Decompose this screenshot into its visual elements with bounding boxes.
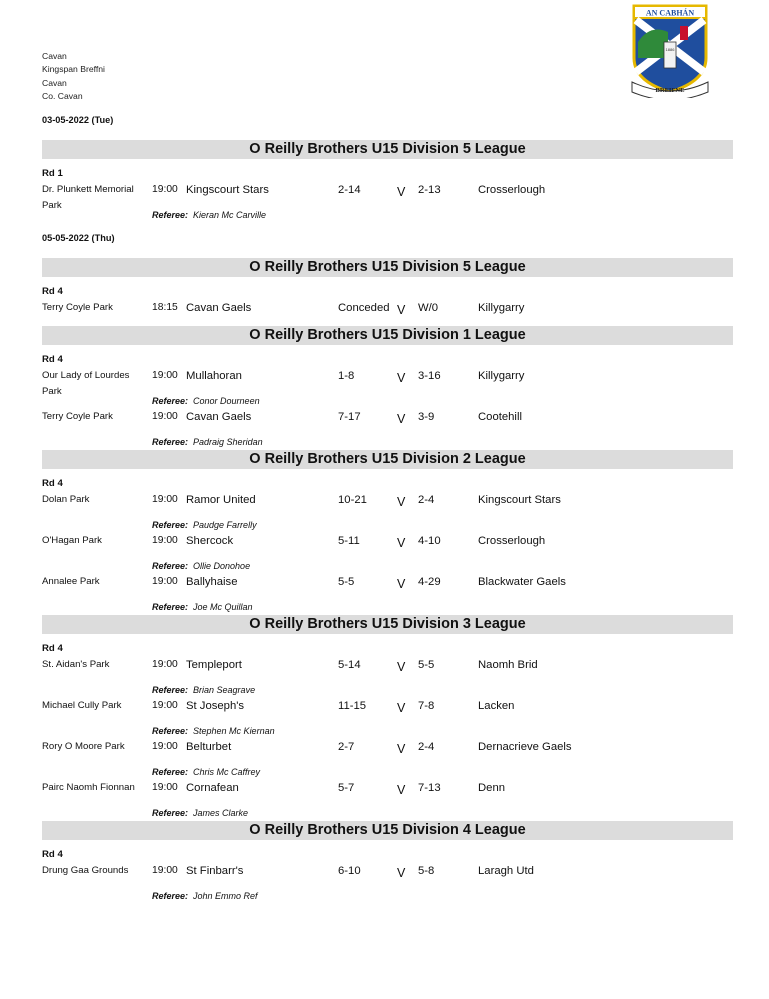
match-row	[0, 698, 769, 739]
away-score: 7-13	[418, 782, 441, 794]
versus-label: V	[397, 412, 406, 426]
match-venue: Pairc Naomh Fionnan	[42, 782, 135, 793]
referee-name: Brian Seagrave	[193, 685, 256, 695]
home-score: 5-11	[338, 535, 360, 547]
home-team: Mullahoran	[186, 370, 242, 382]
match-venue: Dolan Park	[42, 494, 90, 505]
referee-name: Stephen Mc Kiernan	[193, 726, 275, 736]
referee-label: Referee:	[152, 808, 189, 818]
competition-title: O Reilly Brothers U15 Division 3 League	[42, 615, 733, 634]
home-score: 11-15	[338, 700, 367, 712]
referee-name: James Clarke	[193, 808, 249, 818]
versus-label: V	[397, 371, 406, 385]
match-row	[0, 739, 769, 780]
away-score: 3-16	[418, 370, 441, 382]
away-team: Laragh Utd	[478, 865, 534, 877]
match-venue: Drung Gaa Grounds	[42, 865, 129, 876]
competition-title: O Reilly Brothers U15 Division 2 League	[42, 450, 733, 469]
match-time: 19:00	[152, 865, 178, 876]
away-score: 2-4	[418, 494, 435, 506]
match-time: 19:00	[152, 411, 178, 422]
away-score: W/0	[418, 302, 439, 314]
away-score: 2-4	[418, 741, 435, 753]
away-team: Denn	[478, 782, 506, 794]
referee-label: Referee:	[152, 561, 189, 571]
home-team: St Joseph's	[186, 700, 245, 712]
match-time: 19:00	[152, 535, 178, 546]
round-label: Rd 4	[42, 286, 63, 297]
address-line: Co. Cavan	[42, 90, 83, 101]
home-team: Belturbet	[186, 741, 232, 753]
competition-title: O Reilly Brothers U15 Division 1 League	[42, 326, 733, 345]
referee-line	[152, 808, 249, 818]
match-venue: O'Hagan Park	[42, 535, 102, 546]
versus-label: V	[397, 185, 406, 199]
versus-label: V	[397, 783, 406, 797]
referee-line	[152, 437, 263, 447]
section-gap	[0, 223, 769, 231]
match-row	[0, 368, 769, 409]
home-team: St Finbarr's	[186, 865, 244, 877]
home-score: 2-14	[338, 184, 361, 196]
competition-title: O Reilly Brothers U15 Division 4 League	[42, 821, 733, 840]
home-team: Cornafean	[186, 782, 239, 794]
round-label: Rd 4	[42, 354, 63, 365]
fixture-date: 03-05-2022 (Tue)	[42, 115, 114, 125]
match-row	[0, 492, 769, 533]
referee-line	[152, 767, 261, 777]
away-score: 7-8	[418, 700, 435, 712]
away-team: Cootehill	[478, 411, 522, 423]
address-line: Cavan	[42, 51, 67, 61]
fixtures-list	[0, 113, 769, 904]
home-team: Ballyhaise	[186, 576, 238, 588]
match-venue: Dr. Plunkett Memorial Park	[42, 184, 134, 211]
match-venue: Rory O Moore Park	[42, 741, 125, 752]
away-team: Kingscourt Stars	[478, 494, 561, 506]
home-team: Kingscourt Stars	[186, 184, 269, 196]
away-team: Dernacrieve Gaels	[478, 741, 572, 753]
away-score: 2-13	[418, 184, 441, 196]
referee-label: Referee:	[152, 726, 189, 736]
referee-name: Kieran Mc Carville	[193, 210, 267, 220]
referee-label: Referee:	[152, 437, 189, 447]
away-team: Blackwater Gaels	[478, 576, 566, 588]
home-score: 10-21	[338, 494, 367, 506]
crest-tower	[664, 42, 676, 68]
match-venue: Terry Coyle Park	[42, 302, 113, 313]
home-score: 2-7	[338, 741, 355, 753]
match-row	[0, 863, 769, 904]
referee-label: Referee:	[152, 767, 189, 777]
match-row	[0, 574, 769, 615]
away-score: 4-29	[418, 576, 441, 588]
home-team: Cavan Gaels	[186, 302, 252, 314]
crest-year: 1886	[665, 47, 675, 52]
crest-top-text: AN CABHÁN	[645, 8, 695, 18]
competition-title: O Reilly Brothers U15 Division 5 League	[42, 140, 733, 159]
club-address	[42, 50, 105, 103]
home-score: 5-14	[338, 659, 361, 671]
address-line: Cavan	[42, 77, 67, 88]
referee-name: Conor Dourneen	[193, 396, 260, 406]
away-team: Crosserlough	[478, 535, 546, 547]
match-time: 19:00	[152, 494, 178, 505]
home-score: Conceded	[338, 302, 390, 314]
referee-name: Paudge Farrelly	[193, 520, 257, 530]
match-time: 19:00	[152, 700, 178, 711]
away-score: 3-9	[418, 411, 435, 423]
referee-label: Referee:	[152, 685, 189, 695]
match-time: 19:00	[152, 370, 178, 381]
crest-bottom-text: BREIFNE	[655, 87, 685, 94]
away-team: Killygarry	[478, 370, 525, 382]
referee-label: Referee:	[152, 891, 189, 901]
versus-label: V	[397, 742, 406, 756]
referee-name: Padraig Sheridan	[193, 437, 263, 447]
referee-name: John Emmo Ref	[193, 891, 258, 901]
crest-red-hand	[680, 26, 688, 40]
away-score: 5-5	[418, 659, 435, 671]
home-score: 5-7	[338, 782, 355, 794]
match-venue: St. Aidan's Park	[42, 659, 110, 670]
match-row	[0, 533, 769, 574]
referee-label: Referee:	[152, 210, 189, 220]
referee-name: Chris Mc Caffrey	[193, 767, 261, 777]
away-score: 4-10	[418, 535, 441, 547]
referee-line	[152, 685, 256, 695]
versus-label: V	[397, 701, 406, 715]
home-score: 6-10	[338, 865, 361, 877]
round-label: Rd 1	[42, 168, 63, 179]
referee-label: Referee:	[152, 396, 189, 406]
match-venue: Annalee Park	[42, 576, 100, 587]
match-row	[0, 409, 769, 450]
versus-label: V	[397, 866, 406, 880]
match-row	[0, 657, 769, 698]
match-time: 19:00	[152, 184, 178, 195]
round-label: Rd 4	[42, 643, 63, 654]
match-time: 19:00	[152, 576, 178, 587]
away-team: Naomh Brid	[478, 659, 538, 671]
match-time: 19:00	[152, 782, 178, 793]
competition-title: O Reilly Brothers U15 Division 5 League	[42, 258, 733, 277]
referee-label: Referee:	[152, 602, 189, 612]
match-row	[0, 300, 769, 326]
match-time: 19:00	[152, 741, 178, 752]
away-team: Killygarry	[478, 302, 525, 314]
match-venue: Our Lady of Lourdes Park	[42, 370, 130, 397]
away-team: Crosserlough	[478, 184, 546, 196]
versus-label: V	[397, 495, 406, 509]
away-score: 5-8	[418, 865, 435, 877]
match-row	[0, 780, 769, 821]
match-venue: Michael Cully Park	[42, 700, 122, 711]
referee-name: Ollie Donohoe	[193, 561, 251, 571]
referee-line	[152, 396, 260, 406]
referee-line	[152, 520, 257, 530]
referee-line	[152, 891, 258, 901]
home-team: Shercock	[186, 535, 234, 547]
home-team: Ramor United	[186, 494, 256, 506]
referee-line	[152, 561, 251, 571]
home-team: Cavan Gaels	[186, 411, 252, 423]
referee-line	[152, 210, 267, 220]
versus-label: V	[397, 577, 406, 591]
home-score: 7-17	[338, 411, 361, 423]
referee-line	[152, 602, 253, 612]
round-label: Rd 4	[42, 478, 63, 489]
referee-line	[152, 726, 275, 736]
round-label: Rd 4	[42, 849, 63, 860]
match-venue: Terry Coyle Park	[42, 411, 113, 422]
match-time: 19:00	[152, 659, 178, 670]
match-row	[0, 182, 769, 223]
versus-label: V	[397, 303, 406, 317]
cavan-gaa-crest-logo	[628, 2, 712, 98]
fixture-date: 05-05-2022 (Thu)	[42, 233, 115, 243]
referee-label: Referee:	[152, 520, 189, 530]
referee-name: Joe Mc Quillan	[193, 602, 253, 612]
home-score: 5-5	[338, 576, 355, 588]
address-line: Kingspan Breffni	[42, 64, 105, 75]
match-time: 18:15	[152, 302, 178, 313]
versus-label: V	[397, 660, 406, 674]
home-team: Templeport	[186, 659, 242, 671]
versus-label: V	[397, 536, 406, 550]
away-team: Lacken	[478, 700, 515, 712]
home-score: 1-8	[338, 370, 355, 382]
